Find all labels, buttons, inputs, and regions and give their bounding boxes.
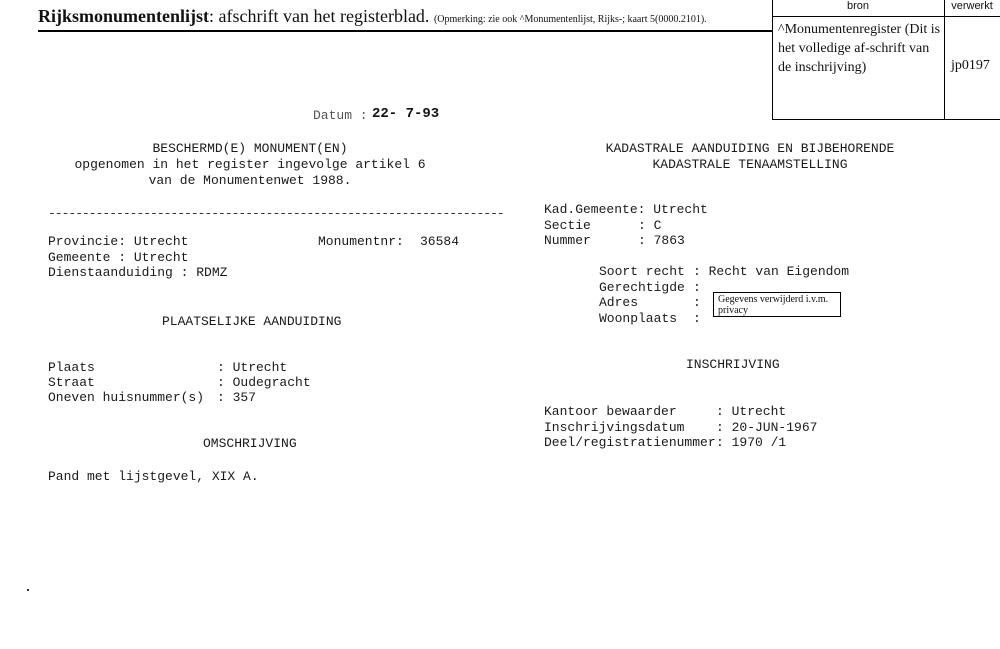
kantoor-value: : Utrecht (716, 404, 787, 419)
straat-label: Straat (48, 375, 95, 390)
soort-recht-label: Soort recht (599, 264, 685, 279)
datum-value: 22- 7-93 (372, 106, 440, 122)
deel-label: Deel/registratienummer (544, 435, 716, 450)
left-heading (60, 141, 440, 189)
title-note: (Opmerking: zie ook ^Monumentenlijst, Rijks-; kaart 5(0000.2101). (433, 14, 707, 25)
sectie-label: Sectie (544, 218, 591, 233)
privacy-redaction-box: Gegevens verwijderd i.v.m. privacy (713, 292, 841, 317)
nummer-value: : 7863 (638, 233, 685, 248)
datum-label: Datum : (313, 108, 368, 123)
heading-line: KADASTRALE TENAAMSTELLING (652, 157, 848, 172)
woonplaats-label: Woonplaats (599, 311, 678, 326)
plaats-value: : Utrecht (217, 360, 288, 375)
omschrijving-text: Pand met lijstgevel, XIX A. (48, 469, 259, 484)
box-column-divider (944, 0, 945, 119)
gerechtigde-label: Gerechtigde (599, 280, 685, 295)
plaatselijke-heading: PLAATSELIJKE AANDUIDING (162, 314, 342, 329)
column-verwerkt: verwerkt (951, 0, 993, 12)
huisnummer-label: Oneven huisnummer(s) (48, 390, 205, 405)
sectie-value: : C (638, 218, 662, 233)
heading-line: KADASTRALE AANDUIDING EN BIJBEHORENDE (605, 141, 895, 156)
gemeente: Gemeente : Utrecht (48, 250, 189, 265)
heading-line: BESCHERMD(E) MONUMENT(EN) (152, 141, 348, 156)
straat-value: : Oudegracht (217, 375, 311, 390)
heading-line: van de Monumentenwet 1988. (148, 173, 352, 188)
soort-recht-value: : Recht van Eigendom (693, 264, 850, 279)
monumentnr-value: 36584 (420, 234, 460, 249)
scan-speck (27, 589, 29, 591)
gerechtigde-value: : (693, 280, 701, 295)
monumentnr-label: Monumentnr: (318, 234, 404, 249)
inschrijvingsdatum-label: Inschrijvingsdatum (544, 420, 685, 435)
plaats-label: Plaats (48, 360, 95, 375)
title-rest: : afschrift van het registerblad. (209, 6, 430, 26)
omschrijving-heading: OMSCHRIJVING (203, 436, 297, 451)
kad-gemeente: Kad.Gemeente: Utrecht (544, 202, 708, 217)
adres-value: : (693, 295, 701, 310)
dashed-separator: ------------------------------------------------------------------- (48, 206, 504, 221)
box-header-divider (772, 16, 1000, 17)
column-bron: bron (846, 0, 870, 12)
provincie: Provincie: Utrecht (48, 234, 189, 249)
inschrijvingsdatum-value: : 20-JUN-1967 (716, 420, 818, 435)
right-heading (560, 141, 940, 173)
huisnummer-value: : 357 (217, 390, 257, 405)
kantoor-label: Kantoor bewaarder (544, 404, 677, 419)
verwerkt-text: jp0197 (951, 58, 990, 73)
adres-label: Adres (599, 295, 639, 310)
title-bold: Rijksmonumentenlijst (38, 6, 210, 26)
dienstaanduiding: Dienstaanduiding : RDMZ (48, 265, 228, 280)
bron-text: ^Monumentenregister (Dit is het volledige af-schrift van de inschrijving) (778, 22, 941, 75)
heading-line: opgenomen in het register ingevolge artikel 6 (74, 157, 426, 172)
inschrijving-heading: INSCHRIJVING (686, 357, 780, 372)
woonplaats-value: : (693, 311, 701, 326)
deel-value: : 1970 /1 (716, 435, 787, 450)
header-rule (38, 30, 773, 32)
nummer-label: Nummer (544, 233, 591, 248)
document-title (38, 6, 707, 27)
